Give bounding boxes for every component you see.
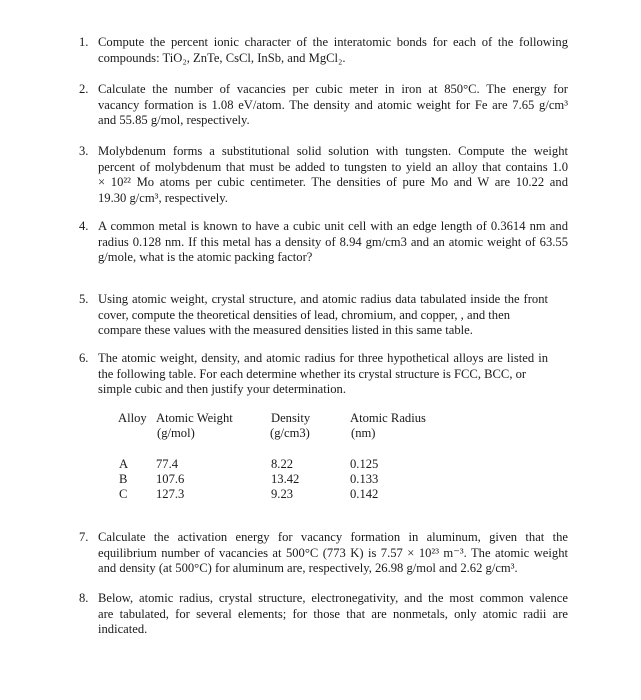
question-text-line: Below, atomic radius, crystal structure, electronegativity, and the most common valence bbox=[98, 591, 568, 605]
question-text-line: cover, compute the theoretical densities of lead, chromium, and copper, , and then bbox=[98, 307, 510, 322]
question-number: 6. bbox=[79, 351, 89, 365]
table-header-atomic-weight: Atomic Weight bbox=[156, 411, 233, 425]
table-cell-radius: 0.133 bbox=[350, 472, 379, 486]
question-text-line: compare these values with the measured densities listed in this same table. bbox=[98, 323, 473, 338]
table-unit-radius: (nm) bbox=[351, 426, 376, 440]
question-text-line: indicated. bbox=[98, 622, 148, 637]
table-cell-alloy: A bbox=[119, 457, 129, 471]
question-text-line: simple cubic and then justify your determination. bbox=[98, 382, 346, 397]
table-cell-density: 9.23 bbox=[271, 487, 294, 501]
question-number: 4. bbox=[79, 219, 89, 233]
question-text-line: Using atomic weight, crystal structure, and atomic radius data tabulated inside the front bbox=[98, 292, 548, 306]
question-text-line: and density (at 500°C) for aluminum are, respectively, 26.98 g/mol and 2.62 g/cm³. bbox=[98, 561, 518, 576]
question-text-line: g/mole, what is the atomic packing factor? bbox=[98, 250, 313, 265]
table-cell-alloy: B bbox=[119, 472, 128, 486]
table-header-density: Density bbox=[271, 411, 311, 425]
table-cell-weight: 127.3 bbox=[156, 487, 185, 501]
table-header-atomic-radius: Atomic Radius bbox=[350, 411, 426, 425]
question-text-line: compounds: TiO₂, ZnTe, CsCl, InSb, and MgCl₂. bbox=[98, 50, 346, 65]
question-number: 1. bbox=[79, 35, 89, 49]
question-text-line: percent of molybdenum that must be added to tungsten to yield an alloy that contains 1.0 bbox=[98, 159, 568, 174]
table-cell-density: 13.42 bbox=[271, 472, 300, 486]
table-unit-weight: (g/mol) bbox=[157, 426, 195, 440]
question-number: 8. bbox=[79, 591, 89, 605]
question-text-line: × 10²² Mo atoms per cubic centimeter. The densities of pure Mo and W are 10.22 and bbox=[98, 175, 568, 190]
question-number: 2. bbox=[79, 82, 89, 96]
table-cell-density: 8.22 bbox=[271, 457, 294, 471]
question-number: 5. bbox=[79, 292, 89, 306]
question-text-line: Molybdenum forms a substitutional solid solution with tungsten. Compute the weight bbox=[98, 144, 568, 158]
table-cell-alloy: C bbox=[119, 487, 128, 501]
table-cell-weight: 107.6 bbox=[156, 472, 185, 486]
question-text-line: equilibrium number of vacancies at 500°C (773 K) is 7.57 × 10²³ m⁻³. The atomic weight bbox=[98, 545, 568, 560]
question-number: 7. bbox=[79, 530, 89, 544]
table-unit-density: (g/cm3) bbox=[270, 426, 310, 440]
question-text-line: Calculate the activation energy for vacancy formation in aluminum, given that the bbox=[98, 530, 568, 544]
question-text-line: are tabulated, for several elements; for those that are nonmetals, only atomic radii are bbox=[98, 606, 568, 621]
question-number: 3. bbox=[79, 144, 89, 158]
question-text-line: vacancy formation is 1.08 eV/atom. The density and atomic weight for Fe are 7.65 g/cm³ bbox=[98, 97, 568, 112]
table-cell-weight: 77.4 bbox=[156, 457, 179, 471]
question-text-line: The atomic weight, density, and atomic radius for three hypothetical alloys are listed in bbox=[98, 351, 548, 365]
question-text-line: Calculate the number of vacancies per cubic meter in iron at 850°C. The energy for bbox=[98, 82, 568, 96]
question-text-line: radius 0.128 nm. If this metal has a density of 8.94 gm/cm3 and an atomic weight of 63.55 bbox=[98, 234, 568, 249]
question-text-line: Compute the percent ionic character of the interatomic bonds for each of the following bbox=[98, 35, 568, 49]
table-cell-radius: 0.125 bbox=[350, 457, 379, 471]
table-header-alloy: Alloy bbox=[118, 411, 147, 425]
question-text-line: 19.30 g/cm³, respectively. bbox=[98, 190, 228, 205]
question-text-line: the following table. For each determine whether its crystal structure is FCC, BCC, or bbox=[98, 366, 527, 381]
question-text-line: A common metal is known to have a cubic unit cell with an edge length of 0.3614 nm and bbox=[98, 219, 568, 233]
table-cell-radius: 0.142 bbox=[350, 487, 379, 501]
question-text-line: and 55.85 g/mol, respectively. bbox=[98, 113, 250, 128]
